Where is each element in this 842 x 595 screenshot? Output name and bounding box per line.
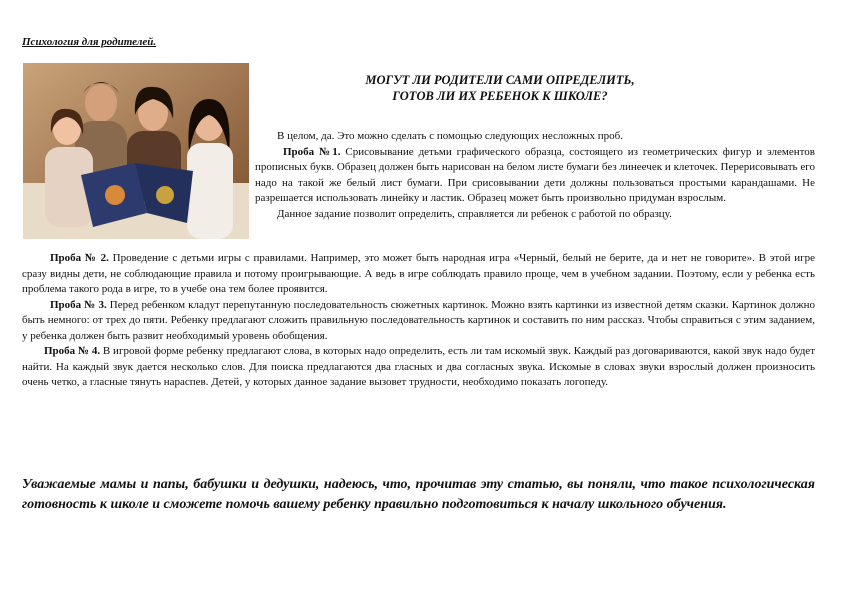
probe-4-text: В игровой форме ребенку предлагают слова, в которых надо определить, есть ли там искомый звук. Каждый раз договариваются, какой звук надо будет найти. На каждый звук дается несколько слов. Для поиска предлагаются два гласных и два согласных звука. Искомые в словах звуки взрослый должен произносить очень четко, а гласные тянуть нараспев. Детей, у которых данное задание вызовет трудности, необходимо показать логопеду. [22, 345, 815, 388]
probe-3-text: Перед ребенком кладут перепутанную последовательность сюжетных картинок. Можно взять картинки из известной детям сказки. Картинок должно быть немного: от трех до пяти. Ребенку предлагают сложить правильную последовательность картинок и составить по ним рассказ. Чтобы справиться с этим заданием, у ребенка должен быть развит необходимый уровень обобщения. [22, 298, 815, 342]
main-column [22, 251, 815, 391]
closing-message: Уважаемые мамы и папы, бабушки и дедушки, надеюсь, что, прочитав эту статью, вы поняли, что такое психологическая готовность к школе и сможете помочь вашему ребенку правильно подготовиться к началу школьного обучения. [22, 477, 815, 512]
probe-1-label: Проба №1. [283, 145, 341, 158]
intro-paragraph: В целом, да. Это можно сделать с помощью следующих несложных проб. [277, 130, 623, 142]
family-reading-photo [23, 63, 249, 239]
probe-1-note: Данное задание позволит определить, справляется ли ребенок с работой по образцу. [277, 207, 672, 220]
probe-4-paragraph [22, 344, 815, 391]
section-label: Психология для родителей. [22, 36, 157, 48]
probe-2-label: Проба № 2. [50, 252, 109, 264]
probe-3-paragraph [22, 298, 815, 345]
title-line-1: МОГУТ ЛИ РОДИТЕЛИ САМИ ОПРЕДЕЛИТЬ, [365, 73, 635, 87]
probe-3-label: Проба № 3. [50, 298, 107, 311]
title-line-2: ГОТОВ ЛИ ИХ РЕБЕНОК К ШКОЛЕ? [392, 89, 608, 103]
side-column [255, 129, 815, 222]
probe-2-text: Проведение с детьми игры с правилами. Например, это может быть народная игра «Черный, белый не берите, да и нет не говорите». В этой игре сразу видны дети, не соблюдающие правила и потому проигрывающие. А ведь в игре соблюдать правило проще, чем в учебном задании. Поэтому, если у ребенка есть проблема такого рода в игре, то в учебе она тем более проявится. [22, 252, 815, 295]
article-title [300, 72, 700, 104]
probe-1-text: Срисовывание детьми графического образца, состоящего из геометрических фигур и элементов прописных букв. Образец должен быть нарисован на белом листе бумаги без линеечек и клеточек. Перерисовывать его надо на такой же белый лист бумаги. При срисовывании дети должны пользоваться простыми карандашами. Не разрешается использовать линейку и ластик. Образец может быть произвольно придуман взрослым. [255, 145, 815, 204]
probe-1-paragraph [255, 145, 815, 207]
probe-4-label: Проба № 4. [44, 345, 101, 357]
probe-2-paragraph [22, 251, 815, 298]
